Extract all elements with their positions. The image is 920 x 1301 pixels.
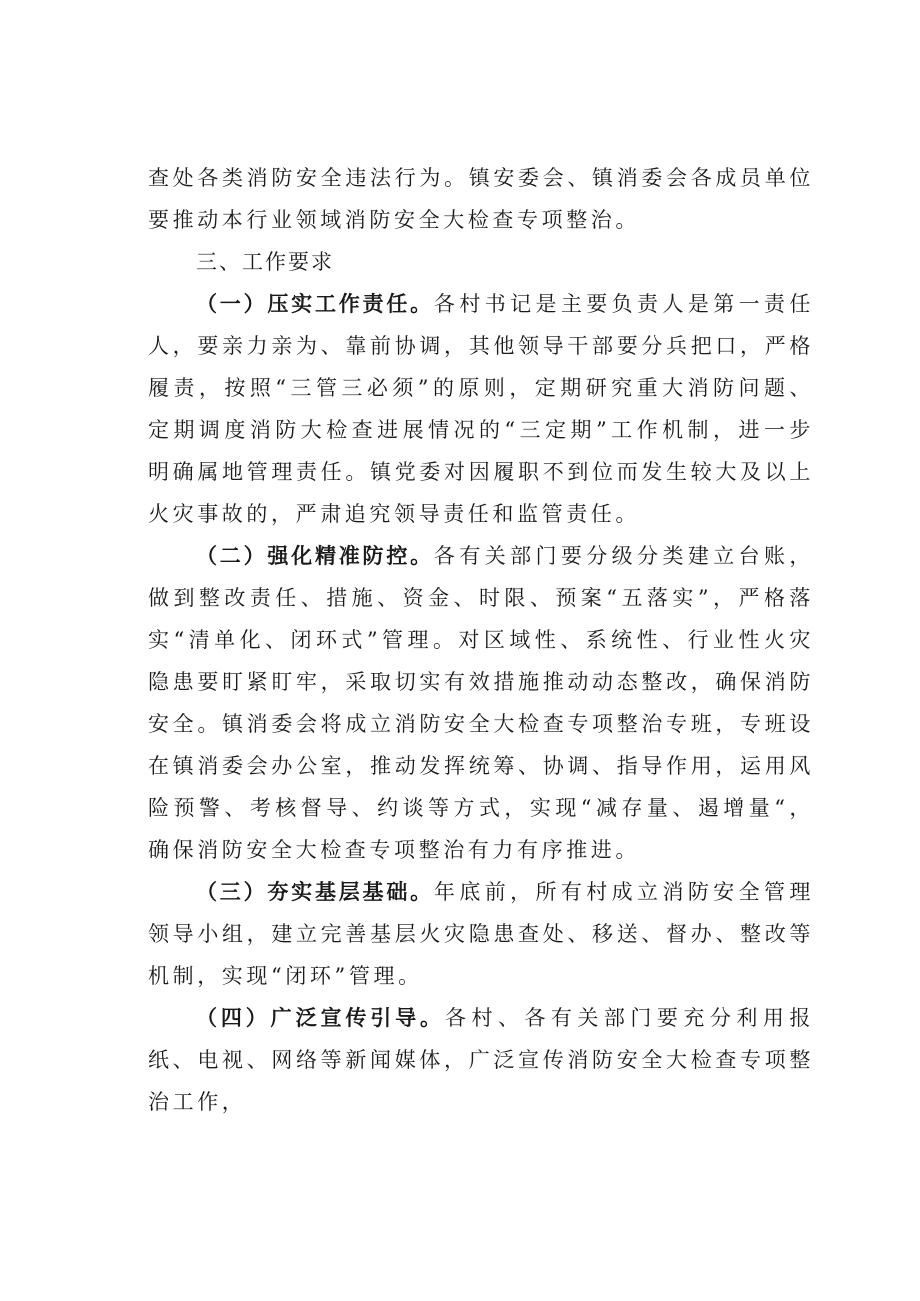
item-2-text: 各有关部门要分级分类建立台账，做到整改责任、措施、资金、时限、预案“五落实”，严格落实“清单化、闭环式”管理。对区域性、系统性、行业性火灾隐患要盯紧盯牢，采取切实有效措施推动动态整改，确保消防安全。镇消委会将成立消防安全大检查专项整治专班，专班设在镇消委会办公室，推动发挥统筹、协调、指导作用，运用风险预警、考核督导、约谈等方式，实现“减存量、遏增量“，确保消防安全大检查专项整治有力有序推进。	[148, 544, 815, 862]
item-3-lead: （三）夯实基层基础。	[196, 880, 434, 904]
paragraph-item-1	[148, 283, 814, 535]
section-heading: 三、工作要求	[196, 250, 334, 274]
item-3-text: 年底前，所有村成立消防安全管理领导小组，建立完善基层火灾隐患查处、移送、督办、整改等机制，实现“闭环”管理。	[148, 880, 815, 988]
paragraph-item-4	[148, 997, 814, 1123]
document-body	[148, 157, 814, 1123]
continuation-paragraph: 查处各类消防安全违法行为。镇安委会、镇消委会各成员单位要推动本行业领域消防安全大检查专项整治。	[148, 166, 814, 232]
paragraph-item-2	[148, 535, 814, 871]
item-1-lead: （一）压实工作责任。	[196, 292, 434, 316]
item-1-text: 各村书记是主要负责人是第一责任人，要亲力亲为、靠前协调，其他领导干部要分兵把口，严格履责，按照“三管三必须”的原则，定期研究重大消防问题、定期调度消防大检查进展情况的“三定期”工作机制，进一步明确属地管理责任。镇党委对因履职不到位而发生较大及以上火灾事故的，严肃追究领导责任和监管责任。	[148, 292, 815, 526]
item-4-text: 各村、各有关部门要充分利用报纸、电视、网络等新闻媒体，广泛宣传消防安全大检查专项整治工作，	[148, 1006, 814, 1114]
paragraph-item-3	[148, 871, 814, 997]
item-4-lead: （四）广泛宣传引导。	[196, 1006, 445, 1030]
item-2-lead: （二）强化精准防控。	[196, 544, 434, 568]
